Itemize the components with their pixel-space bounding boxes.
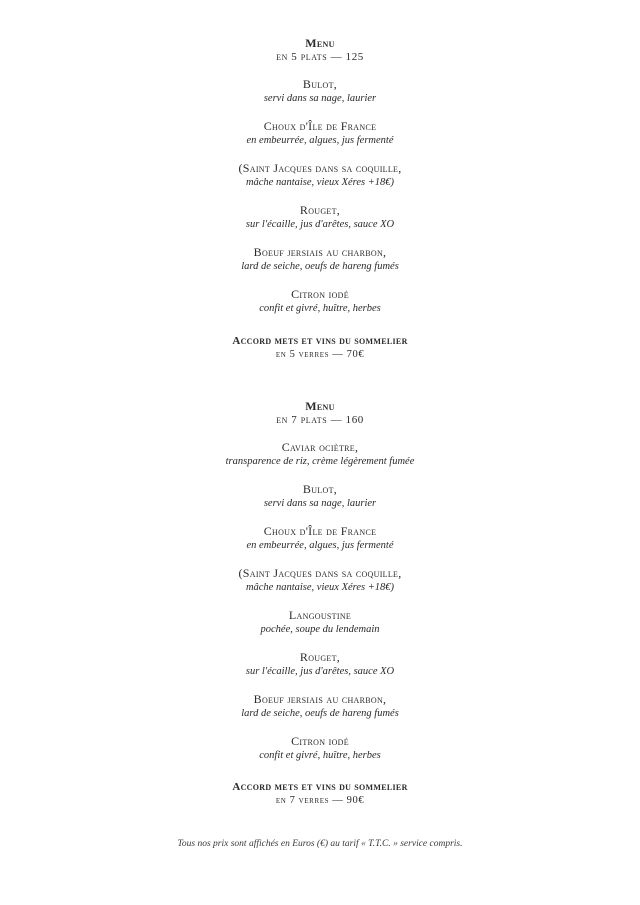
- dish-description: servi dans sa nage, laurier: [263, 498, 377, 509]
- menu-7-dish-4: [0, 566, 640, 595]
- menu-7-dish-1: [0, 440, 640, 469]
- menu-5-wine-pairing: [0, 334, 640, 361]
- price-notice: Tous nos prix sont affichés en Euros (€) au tarif « T.T.C. » service compris.: [177, 839, 463, 849]
- dish-description: confit et givré, huître, herbes: [259, 750, 381, 761]
- menu-5-title: Menu: [305, 36, 335, 50]
- dish-name: Choux d'Île de France: [263, 524, 377, 538]
- dish-description: mâche nantaise, vieux Xéres +18€): [245, 582, 395, 593]
- menu-5-courses: [0, 36, 640, 316]
- dish-name: Caviar ociètre,: [281, 440, 359, 454]
- dish-name: (Saint Jacques dans sa coquille,: [238, 566, 402, 580]
- dish-name: Boeuf jersiais au charbon,: [253, 245, 387, 259]
- dish-description: transparence de riz, crème légèrement fumée: [225, 456, 415, 467]
- wine-pairing-subtitle: en 5 verres — 70€: [275, 349, 365, 360]
- dish-name: Choux d'Île de France: [263, 119, 377, 133]
- menu-7-dish-6: [0, 650, 640, 679]
- menu-5-dish-2: [0, 119, 640, 148]
- menu-5-dish-3: [0, 161, 640, 190]
- dish-description: sur l'écaille, jus d'arêtes, sauce XO: [245, 219, 395, 230]
- dish-name: Bulot,: [302, 482, 338, 496]
- wine-pairing-subtitle: en 7 verres — 90€: [275, 795, 365, 806]
- dish-name: (Saint Jacques dans sa coquille,: [238, 161, 402, 175]
- dish-description: pochée, soupe du lendemain: [260, 624, 380, 635]
- menu-7-subtitle: en 7 plats — 160: [276, 414, 364, 426]
- menu-7-dish-5: [0, 608, 640, 637]
- menu-5-dish-4: [0, 203, 640, 232]
- menu-5-subtitle: en 5 plats — 125: [276, 51, 364, 63]
- dish-description: en embeurrée, algues, jus fermenté: [246, 135, 394, 146]
- dish-description: lard de seiche, oeufs de hareng fumés: [241, 708, 399, 719]
- menu-7-courses: [0, 399, 640, 763]
- menu-7-wine-pairing: [0, 780, 640, 807]
- dish-name: Rouget,: [299, 650, 341, 664]
- dish-name: Boeuf jersiais au charbon,: [253, 692, 387, 706]
- dish-name: Citron iodé: [291, 287, 349, 301]
- dish-name: Citron iodé: [291, 734, 349, 748]
- wine-pairing-title: Accord mets et vins du sommelier: [232, 781, 408, 793]
- menu-7-dish-2: [0, 482, 640, 511]
- menu-7-dish-3: [0, 524, 640, 553]
- menu-5-dish-6: [0, 287, 640, 316]
- dish-description: mâche nantaise, vieux Xéres +18€): [245, 177, 395, 188]
- dish-description: sur l'écaille, jus d'arêtes, sauce XO: [245, 666, 395, 677]
- dish-name: Langoustine: [288, 608, 352, 622]
- dish-description: confit et givré, huître, herbes: [259, 303, 381, 314]
- dish-description: lard de seiche, oeufs de hareng fumés: [241, 261, 399, 272]
- dish-name: Bulot,: [302, 77, 338, 91]
- menu-7-dish-8: [0, 734, 640, 763]
- menu-5-dish-5: [0, 245, 640, 274]
- dish-name: Rouget,: [299, 203, 341, 217]
- menu-5-dish-1: [0, 77, 640, 106]
- wine-pairing-title: Accord mets et vins du sommelier: [232, 335, 408, 347]
- dish-description: servi dans sa nage, laurier: [263, 93, 377, 104]
- menu-7-title: Menu: [305, 399, 335, 413]
- dish-description: en embeurrée, algues, jus fermenté: [246, 540, 394, 551]
- menu-7-dish-7: [0, 692, 640, 721]
